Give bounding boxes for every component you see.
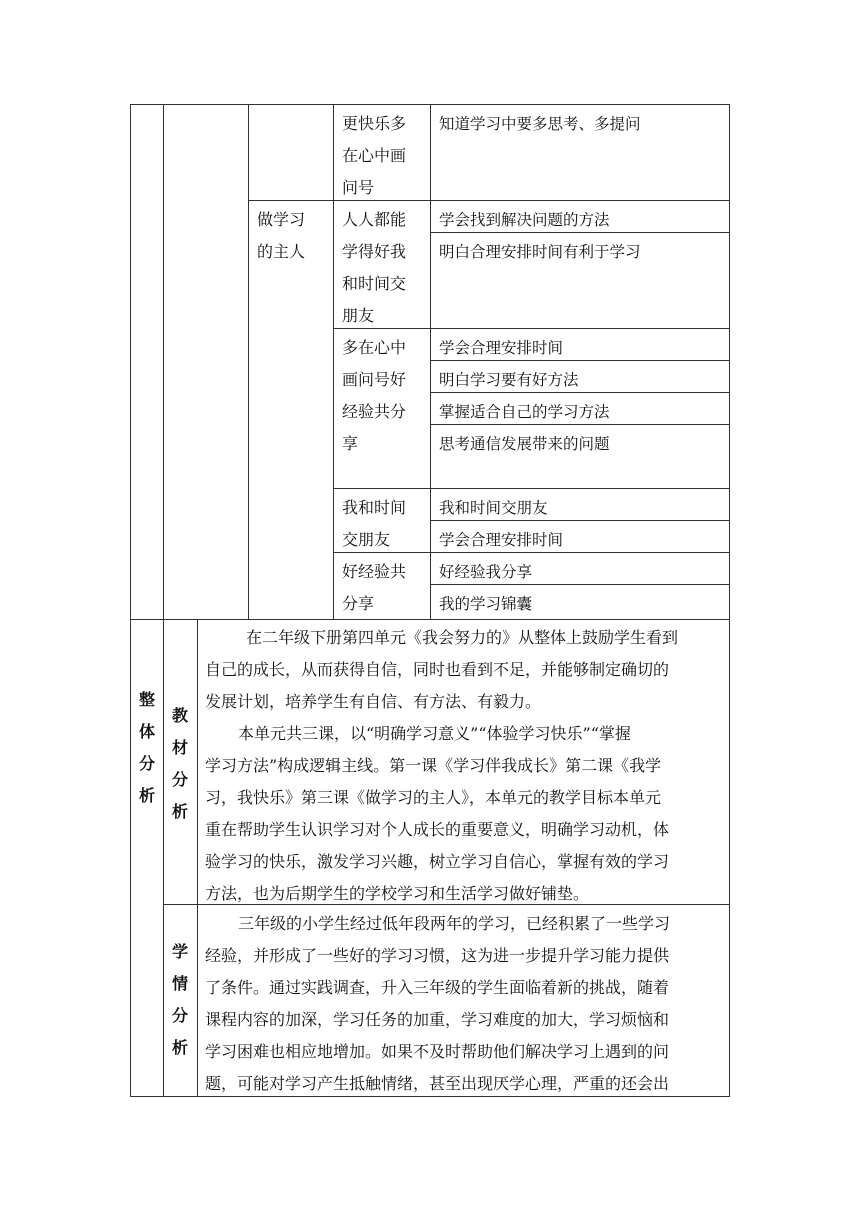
grid-line [197, 619, 198, 1097]
paragraph-line: 发展计划，培养学生有自信、有方法、有毅力。 [205, 692, 542, 711]
paragraph-line: 验学习的快乐，激发学习兴趣，树立学习自信心，掌握有效的学习 [205, 852, 670, 871]
paragraph-line: 三年级的小学生经过低年段两年的学习，已经积累了一些学习 [238, 914, 671, 933]
topic-line: 享 [342, 434, 359, 453]
topic-line: 在心中画 [342, 146, 407, 165]
grid-line [430, 104, 431, 619]
goal-item: 明白合理安排时间有利于学习 [439, 243, 641, 261]
topic-line: 朋友 [342, 306, 375, 325]
grid-line [333, 104, 334, 619]
grid-line [163, 619, 164, 1097]
paragraph-line: 习，我快乐》第三课《做学习的主人》，本单元的教学目标本单元 [205, 788, 662, 807]
topic-line: 人人都能 [342, 210, 407, 229]
goal-item: 知道学习中要多思考、多提问 [439, 115, 641, 133]
topic-line: 学得好我 [342, 242, 407, 261]
grid-line [163, 104, 164, 619]
lesson-title-line: 的主人 [257, 242, 306, 261]
goal-item: 学会合理安排时间 [439, 531, 564, 549]
student-analysis-label: 学情分析 [171, 942, 188, 1057]
grid-line [333, 328, 730, 329]
topic-line: 交朋友 [342, 530, 391, 549]
table-border-right [729, 104, 730, 1097]
topic-line: 我和时间 [342, 498, 407, 517]
topic-line: 多在心中 [342, 338, 407, 357]
lesson-title-line: 做学习 [257, 210, 306, 229]
paragraph-line: 方法，也为后期学生的学校学习和生活学习做好铺垫。 [205, 884, 590, 903]
goal-item: 我的学习锦囊 [439, 595, 533, 613]
topic-line: 经验共分 [342, 402, 407, 421]
paragraph-line: 重在帮助学生认识学习对个人成长的重要意义，明确学习动机，体 [205, 820, 670, 839]
goal-item: 明白学习要有好方法 [439, 371, 579, 389]
paragraph-line: 学习方法”构成逻辑主线。第一课《学习伴我成长》第二课《我学 [205, 756, 662, 775]
goal-item: 学会找到解决问题的方法 [439, 211, 610, 229]
paragraph-line: 自己的成长，从而获得自信，同时也看到不足，并能够制定确切的 [205, 660, 670, 679]
grid-line [248, 200, 730, 201]
paragraph-line: 学习困难也相应地增加。如果不及时帮助他们解决学习上遇到的问 [205, 1042, 670, 1061]
goal-item: 好经验我分享 [439, 563, 533, 581]
grid-line [333, 488, 730, 489]
topic-line: 问号 [342, 178, 375, 197]
topic-line: 画问号好 [342, 370, 407, 389]
paragraph-line: 在二年级下册第四单元《我会努力的》从整体上鼓励学生看到 [246, 628, 679, 647]
paragraph-line: 了条件。通过实践调查，升入三年级的学生面临着新的挑战，随着 [205, 978, 670, 997]
goal-item: 掌握适合自己的学习方法 [439, 403, 610, 421]
topic-line: 好经验共 [342, 562, 407, 581]
goal-item: 学会合理安排时间 [439, 339, 564, 357]
grid-line [248, 104, 249, 619]
table-border-left [130, 104, 131, 1097]
paragraph-line: 课程内容的加深，学习任务的加重，学习难度的加大，学习烦恼和 [205, 1010, 670, 1029]
paragraph-line: 题，可能对学习产生抵触情绪，甚至出现厌学心理，严重的还会出 [205, 1074, 670, 1093]
paragraph-line: 经验，并形成了一些好的学习习惯，这为进一步提升学习能力提供 [205, 946, 670, 965]
goal-item: 我和时间交朋友 [439, 499, 548, 517]
section-divider [130, 619, 730, 620]
topic-line: 分享 [342, 594, 375, 613]
topic-line: 更快乐多 [342, 114, 407, 133]
topic-line: 和时间交 [342, 274, 407, 293]
paragraph-line: 本单元共三课，以“明确学习意义”“体验学习快乐”“掌握 [238, 724, 631, 743]
textbook-analysis-label: 教材分析 [171, 706, 188, 821]
goal-item: 思考通信发展带来的问题 [439, 435, 610, 453]
overall-analysis-label: 整体分析 [138, 690, 155, 805]
